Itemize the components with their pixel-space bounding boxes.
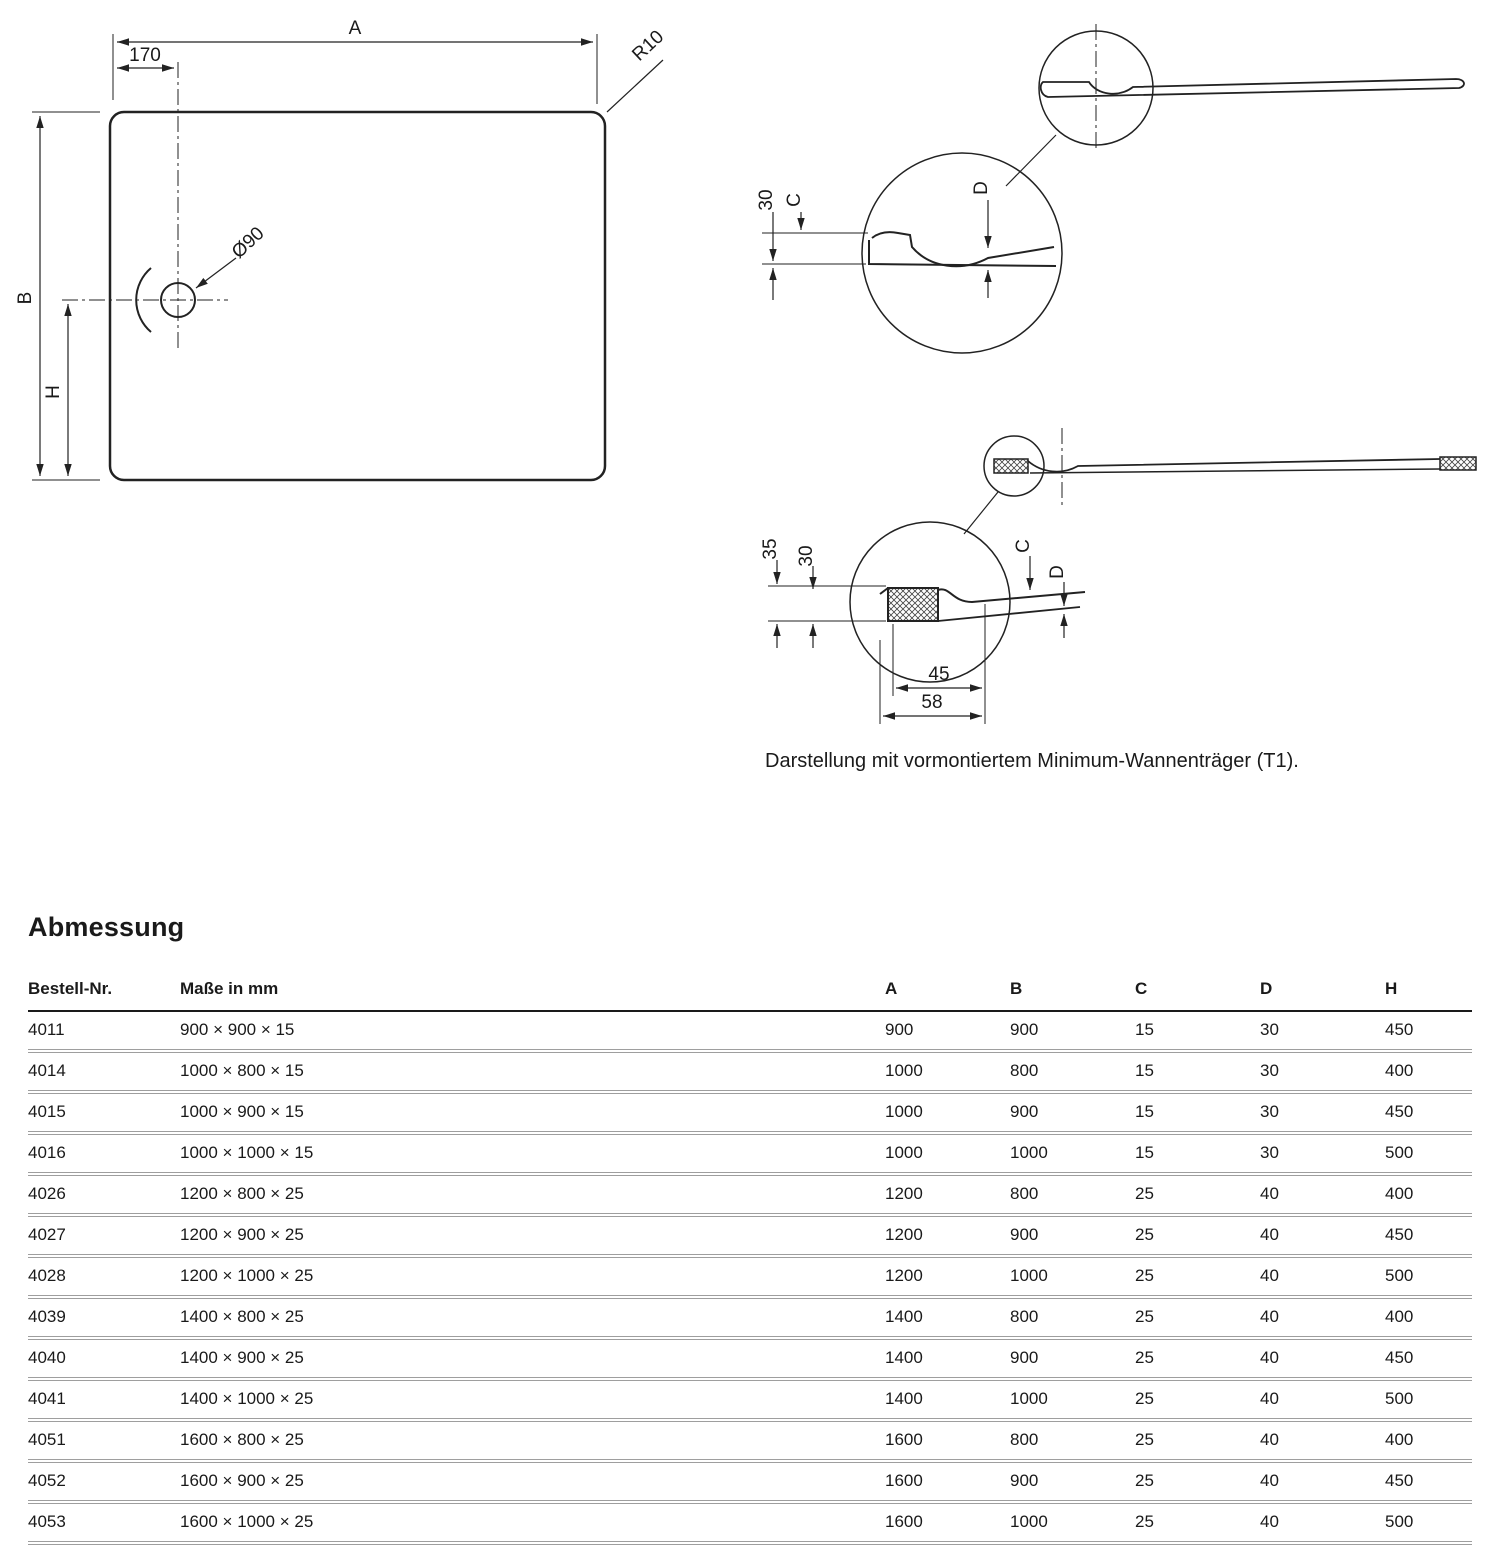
dim-label-b: B bbox=[15, 291, 36, 305]
table-row bbox=[28, 1215, 1472, 1256]
table-cell: 1200 bbox=[885, 1174, 1010, 1215]
table-cell: 500 bbox=[1385, 1379, 1472, 1420]
dim-label-a: A bbox=[348, 18, 362, 39]
table-cell: 15 bbox=[1135, 1011, 1260, 1051]
table-row bbox=[28, 1420, 1472, 1461]
table-cell: 1400 × 900 × 25 bbox=[180, 1338, 885, 1379]
table-cell: 900 bbox=[1010, 1011, 1135, 1051]
support-block-right bbox=[1440, 457, 1476, 470]
table-cell: 1000 bbox=[1010, 1502, 1135, 1543]
col-header-masse: Maße in mm bbox=[180, 971, 885, 1011]
dimensions-table bbox=[28, 971, 1472, 1545]
table-cell: 900 bbox=[1010, 1215, 1135, 1256]
dim-label-35: 35 bbox=[760, 538, 781, 560]
table-cell: 1000 × 900 × 15 bbox=[180, 1092, 885, 1133]
dimensions-section bbox=[28, 912, 1472, 1545]
table-cell: 15 bbox=[1135, 1051, 1260, 1092]
table-cell: 1000 × 1000 × 15 bbox=[180, 1133, 885, 1174]
table-cell: 25 bbox=[1135, 1215, 1260, 1256]
table-cell: 4016 bbox=[28, 1133, 180, 1174]
table-cell: 450 bbox=[1385, 1011, 1472, 1051]
table-cell: 450 bbox=[1385, 1092, 1472, 1133]
section-detail-top bbox=[756, 24, 1464, 353]
table-cell: 25 bbox=[1135, 1174, 1260, 1215]
support-block-magnified bbox=[888, 588, 938, 621]
col-header-c: C bbox=[1135, 971, 1260, 1011]
dim-label-c-top: C bbox=[784, 193, 805, 207]
magnified-edge-profile bbox=[872, 232, 1054, 266]
table-cell: 900 × 900 × 15 bbox=[180, 1011, 885, 1051]
plan-view bbox=[15, 18, 668, 480]
table-cell: 40 bbox=[1260, 1338, 1385, 1379]
detail-circle-large bbox=[862, 153, 1062, 353]
table-row bbox=[28, 1379, 1472, 1420]
table-cell: 1200 bbox=[885, 1215, 1010, 1256]
table-cell: 500 bbox=[1385, 1502, 1472, 1543]
col-header-a: A bbox=[885, 971, 1010, 1011]
col-header-h: H bbox=[1385, 971, 1472, 1011]
table-cell: 40 bbox=[1260, 1297, 1385, 1338]
table-cell: 30 bbox=[1260, 1133, 1385, 1174]
table-cell: 40 bbox=[1260, 1420, 1385, 1461]
dim-label-r10: R10 bbox=[628, 26, 669, 66]
table-cell: 1000 bbox=[1010, 1256, 1135, 1297]
table-row bbox=[28, 1051, 1472, 1092]
table-cell: 25 bbox=[1135, 1297, 1260, 1338]
table-row bbox=[28, 1256, 1472, 1297]
table-cell: 400 bbox=[1385, 1297, 1472, 1338]
table-cell: 30 bbox=[1260, 1092, 1385, 1133]
table-cell: 4040 bbox=[28, 1338, 180, 1379]
table-cell: 450 bbox=[1385, 1215, 1472, 1256]
table-header-row bbox=[28, 971, 1472, 1011]
table-cell: 1400 × 1000 × 25 bbox=[180, 1379, 885, 1420]
table-cell: 4039 bbox=[28, 1297, 180, 1338]
dim-label-30-top: 30 bbox=[756, 189, 777, 211]
table-row bbox=[28, 1174, 1472, 1215]
table-row bbox=[28, 1297, 1472, 1338]
table-cell: 15 bbox=[1135, 1092, 1260, 1133]
table-cell: 30 bbox=[1260, 1051, 1385, 1092]
table-cell: 400 bbox=[1385, 1420, 1472, 1461]
table-cell: 1600 bbox=[885, 1502, 1010, 1543]
table-cell: 1200 × 900 × 25 bbox=[180, 1215, 885, 1256]
dim-label-c-bottom: C bbox=[1013, 539, 1034, 553]
table-cell: 1200 × 800 × 25 bbox=[180, 1174, 885, 1215]
table-cell: 4026 bbox=[28, 1174, 180, 1215]
table-cell: 800 bbox=[1010, 1174, 1135, 1215]
dim-label-d-top: D bbox=[971, 181, 992, 195]
dim-label-h: H bbox=[43, 385, 64, 399]
table-cell: 15 bbox=[1135, 1133, 1260, 1174]
table-cell: 900 bbox=[885, 1011, 1010, 1051]
table-cell: 1400 bbox=[885, 1338, 1010, 1379]
dim-label-drain: Ø90 bbox=[227, 223, 269, 263]
table-cell: 4053 bbox=[28, 1502, 180, 1543]
table-cell: 4041 bbox=[28, 1379, 180, 1420]
table-row bbox=[28, 1502, 1472, 1543]
table-cell: 500 bbox=[1385, 1256, 1472, 1297]
dimensions-table-body bbox=[28, 1011, 1472, 1543]
table-row bbox=[28, 1461, 1472, 1502]
table-cell: 4011 bbox=[28, 1011, 180, 1051]
table-cell: 40 bbox=[1260, 1461, 1385, 1502]
table-cell: 800 bbox=[1010, 1051, 1135, 1092]
table-cell: 4052 bbox=[28, 1461, 180, 1502]
table-cell: 25 bbox=[1135, 1420, 1260, 1461]
table-cell: 40 bbox=[1260, 1379, 1385, 1420]
table-cell: 900 bbox=[1010, 1461, 1135, 1502]
dim-label-d-bottom: D bbox=[1047, 565, 1068, 579]
table-cell: 40 bbox=[1260, 1502, 1385, 1543]
tray-outline bbox=[110, 112, 605, 480]
table-cell: 1400 bbox=[885, 1379, 1010, 1420]
table-cell: 40 bbox=[1260, 1256, 1385, 1297]
table-cell: 1000 bbox=[885, 1133, 1010, 1174]
table-cell: 1600 × 900 × 25 bbox=[180, 1461, 885, 1502]
table-row bbox=[28, 1011, 1472, 1051]
table-cell: 4014 bbox=[28, 1051, 180, 1092]
table-cell: 1000 bbox=[885, 1092, 1010, 1133]
table-cell: 1600 bbox=[885, 1461, 1010, 1502]
table-cell: 4051 bbox=[28, 1420, 180, 1461]
support-block-left bbox=[994, 459, 1028, 473]
table-row bbox=[28, 1338, 1472, 1379]
table-cell: 800 bbox=[1010, 1420, 1135, 1461]
table-cell: 1600 × 1000 × 25 bbox=[180, 1502, 885, 1543]
dim-label-170: 170 bbox=[129, 45, 161, 66]
table-cell: 1400 bbox=[885, 1297, 1010, 1338]
table-cell: 400 bbox=[1385, 1174, 1472, 1215]
table-cell: 30 bbox=[1260, 1011, 1385, 1051]
table-cell: 4027 bbox=[28, 1215, 180, 1256]
col-header-b: B bbox=[1010, 971, 1135, 1011]
table-row bbox=[28, 1092, 1472, 1133]
table-cell: 4015 bbox=[28, 1092, 180, 1133]
dim-label-58: 58 bbox=[921, 692, 943, 713]
col-header-d: D bbox=[1260, 971, 1385, 1011]
table-cell: 1400 × 800 × 25 bbox=[180, 1297, 885, 1338]
table-cell: 25 bbox=[1135, 1256, 1260, 1297]
table-cell: 450 bbox=[1385, 1461, 1472, 1502]
table-cell: 40 bbox=[1260, 1174, 1385, 1215]
table-cell: 1200 × 1000 × 25 bbox=[180, 1256, 885, 1297]
table-cell: 4028 bbox=[28, 1256, 180, 1297]
table-cell: 450 bbox=[1385, 1338, 1472, 1379]
section-detail-bottom bbox=[760, 428, 1476, 724]
table-cell: 25 bbox=[1135, 1338, 1260, 1379]
table-cell: 25 bbox=[1135, 1502, 1260, 1543]
table-cell: 900 bbox=[1010, 1338, 1135, 1379]
dim-label-30-bottom: 30 bbox=[796, 545, 817, 567]
table-cell: 40 bbox=[1260, 1215, 1385, 1256]
dim-label-45: 45 bbox=[928, 664, 950, 685]
table-cell: 1200 bbox=[885, 1256, 1010, 1297]
table-cell: 400 bbox=[1385, 1051, 1472, 1092]
table-cell: 1000 × 800 × 15 bbox=[180, 1051, 885, 1092]
table-row bbox=[28, 1133, 1472, 1174]
table-cell: 1000 bbox=[1010, 1133, 1135, 1174]
table-cell: 900 bbox=[1010, 1092, 1135, 1133]
tray-profile bbox=[1041, 79, 1464, 97]
table-cell: 500 bbox=[1385, 1133, 1472, 1174]
table-cell: 1600 × 800 × 25 bbox=[180, 1420, 885, 1461]
table-cell: 1600 bbox=[885, 1420, 1010, 1461]
table-cell: 800 bbox=[1010, 1297, 1135, 1338]
table-cell: 1000 bbox=[885, 1051, 1010, 1092]
table-cell: 25 bbox=[1135, 1379, 1260, 1420]
col-header-bestellnr: Bestell-Nr. bbox=[28, 971, 180, 1011]
table-cell: 1000 bbox=[1010, 1379, 1135, 1420]
section-title: Abmessung bbox=[28, 912, 185, 942]
drawing-caption: Darstellung mit vormontiertem Minimum-Wannenträger (T1). bbox=[765, 750, 1299, 772]
table-cell: 25 bbox=[1135, 1461, 1260, 1502]
